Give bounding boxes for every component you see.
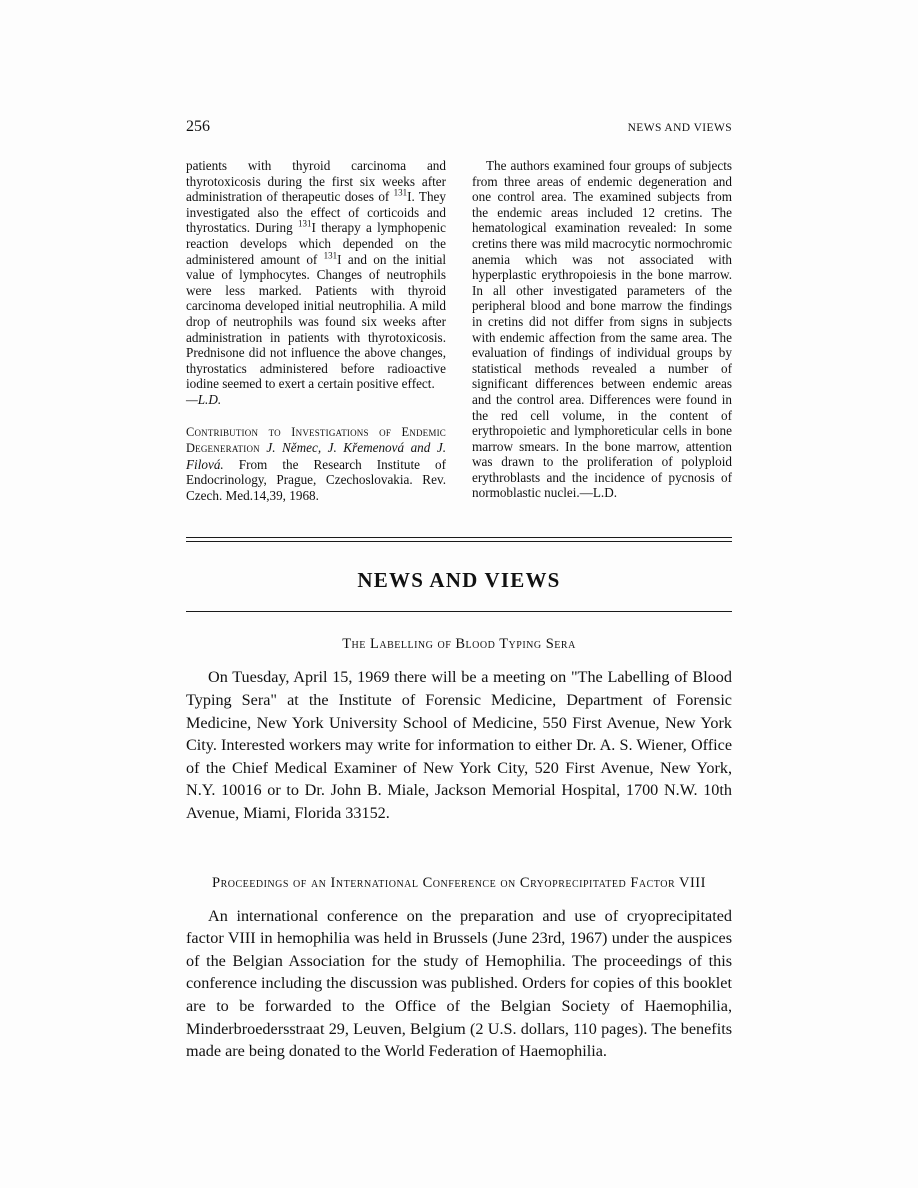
isotope-superscript-3: 131 — [323, 250, 338, 261]
news-item-1-body: On Tuesday, April 15, 1969 there will be a meeting on "The Labelling of Blood Typing Sera" at the Institute of Forensic Medicine, Department of Forensic Medicine, New York University School of Medicine, 550 First Avenue, New York City. Interested workers may write for information to either Dr. A. S. Wiener, Office of the Chief Medical Examiner of New York City, 520 First Avenue, New York, N.Y. 10016 or to Dr. John B. Miale, Jackson Memorial Hospital, 1700 N.W. 10th Avenue, Miami, Florida 33152. — [186, 668, 732, 823]
news-item-2 — [186, 873, 732, 1063]
running-head-title: NEWS AND VIEWS — [627, 122, 732, 134]
page-number: 256 — [186, 118, 210, 135]
section-divider-bottom — [186, 611, 732, 612]
isotope-superscript-1: 131 — [393, 187, 408, 198]
right-column — [472, 158, 732, 503]
news-item-1-title: The Labelling of Blood Typing Sera — [342, 636, 576, 653]
left-para-part-2: I. They investigated also the effect of corticoids and thyrostatics. During — [186, 189, 446, 236]
abstract-columns — [186, 158, 732, 503]
right-column-paragraph: The authors examined four groups of subjects from three areas of endemic degeneration and one control area. The examined subjects from the endemic areas included 12 cretins. The hematological examination revealed: In some cretins there was mild macrocytic normochromic anemia which was not associated with hyperplastic erythropoiesis in the bone marrow. In all other investigated parameters of the peripheral blood and bone marrow the findings in cretins did not differ from signs in subjects with endemic affection from the same area. The evaluation of findings of individual groups by statistical methods revealed a number of significant differences between endemic areas and the control area. Differences were found in the red cell volume, in the content of erythropoietic and lymphoreticular cells in bone marrow smears. In the bone marrow, attention was drawn to the proliferation of polyploid erythroblasts and the incidence of pycnosis of normoblastic nuclei.—L.D. — [472, 158, 732, 501]
news-item-2-title: Proceedings of an International Conference on Cryoprecipitated Factor VIII — [212, 874, 706, 891]
reference-authors: J. Němec, J. Křemenová and J. Filová. — [186, 440, 447, 472]
news-item-2-body: An international conference on the preparation and use of cryoprecipitated factor VIII in hemophilia was held in Brussels (June 23rd, 1967) under the auspices of the Belgian Association for the study of Hemophilia. The proceedings of this conference including the discussion was published. Orders for copies of this booklet are to be forwarded to the Office of the Belgian Society of Haemophilia, Minderbroedersstraat 29, Leuven, Belgium (2 U.S. dollars, 110 pages). The benefits made are being donated to the World Federation of Haemophilia. — [186, 906, 732, 1061]
double-rule — [186, 537, 732, 542]
left-para-part-4: I and on the initial value of lymphocytes. Changes of neutrophils were less marked. Patients with thyroid carcinoma developed initial neutrophilia. A mild drop of neutrophils was found six weeks after administration in patients with thyrotoxicosis. Prednisone did not influence the above changes, thyrostatics administered before radioactive iodine seemed to exert a certain positive effect. — [186, 251, 447, 392]
left-column-signature: —L.D. — [186, 391, 222, 407]
news-and-views-heading: NEWS AND VIEWS — [357, 568, 561, 593]
reference-title: Contribution to Investigations of Endemic Degeneration — [186, 424, 446, 456]
reference-source: From the Research Institute of Endocrinology, Prague, Czechoslovakia. Rev. Czech. Med.14,39, 1968. — [186, 456, 446, 503]
section-divider-top — [186, 537, 732, 542]
reference-entry — [186, 424, 446, 504]
news-item-1 — [186, 634, 732, 824]
running-head — [186, 118, 732, 136]
page-content — [186, 118, 732, 1063]
isotope-superscript-2: 131 — [298, 218, 312, 229]
left-para-part-1: patients with thyroid carcinoma and thyrotoxicosis during the first six weeks after administration of therapeutic doses of — [186, 158, 446, 205]
item-spacer — [186, 825, 732, 851]
left-para-part-3: I therapy a lymphopenic reaction develops which depended on the administered amount of — [186, 220, 446, 267]
left-column — [186, 158, 446, 503]
left-column-paragraph — [186, 158, 446, 392]
